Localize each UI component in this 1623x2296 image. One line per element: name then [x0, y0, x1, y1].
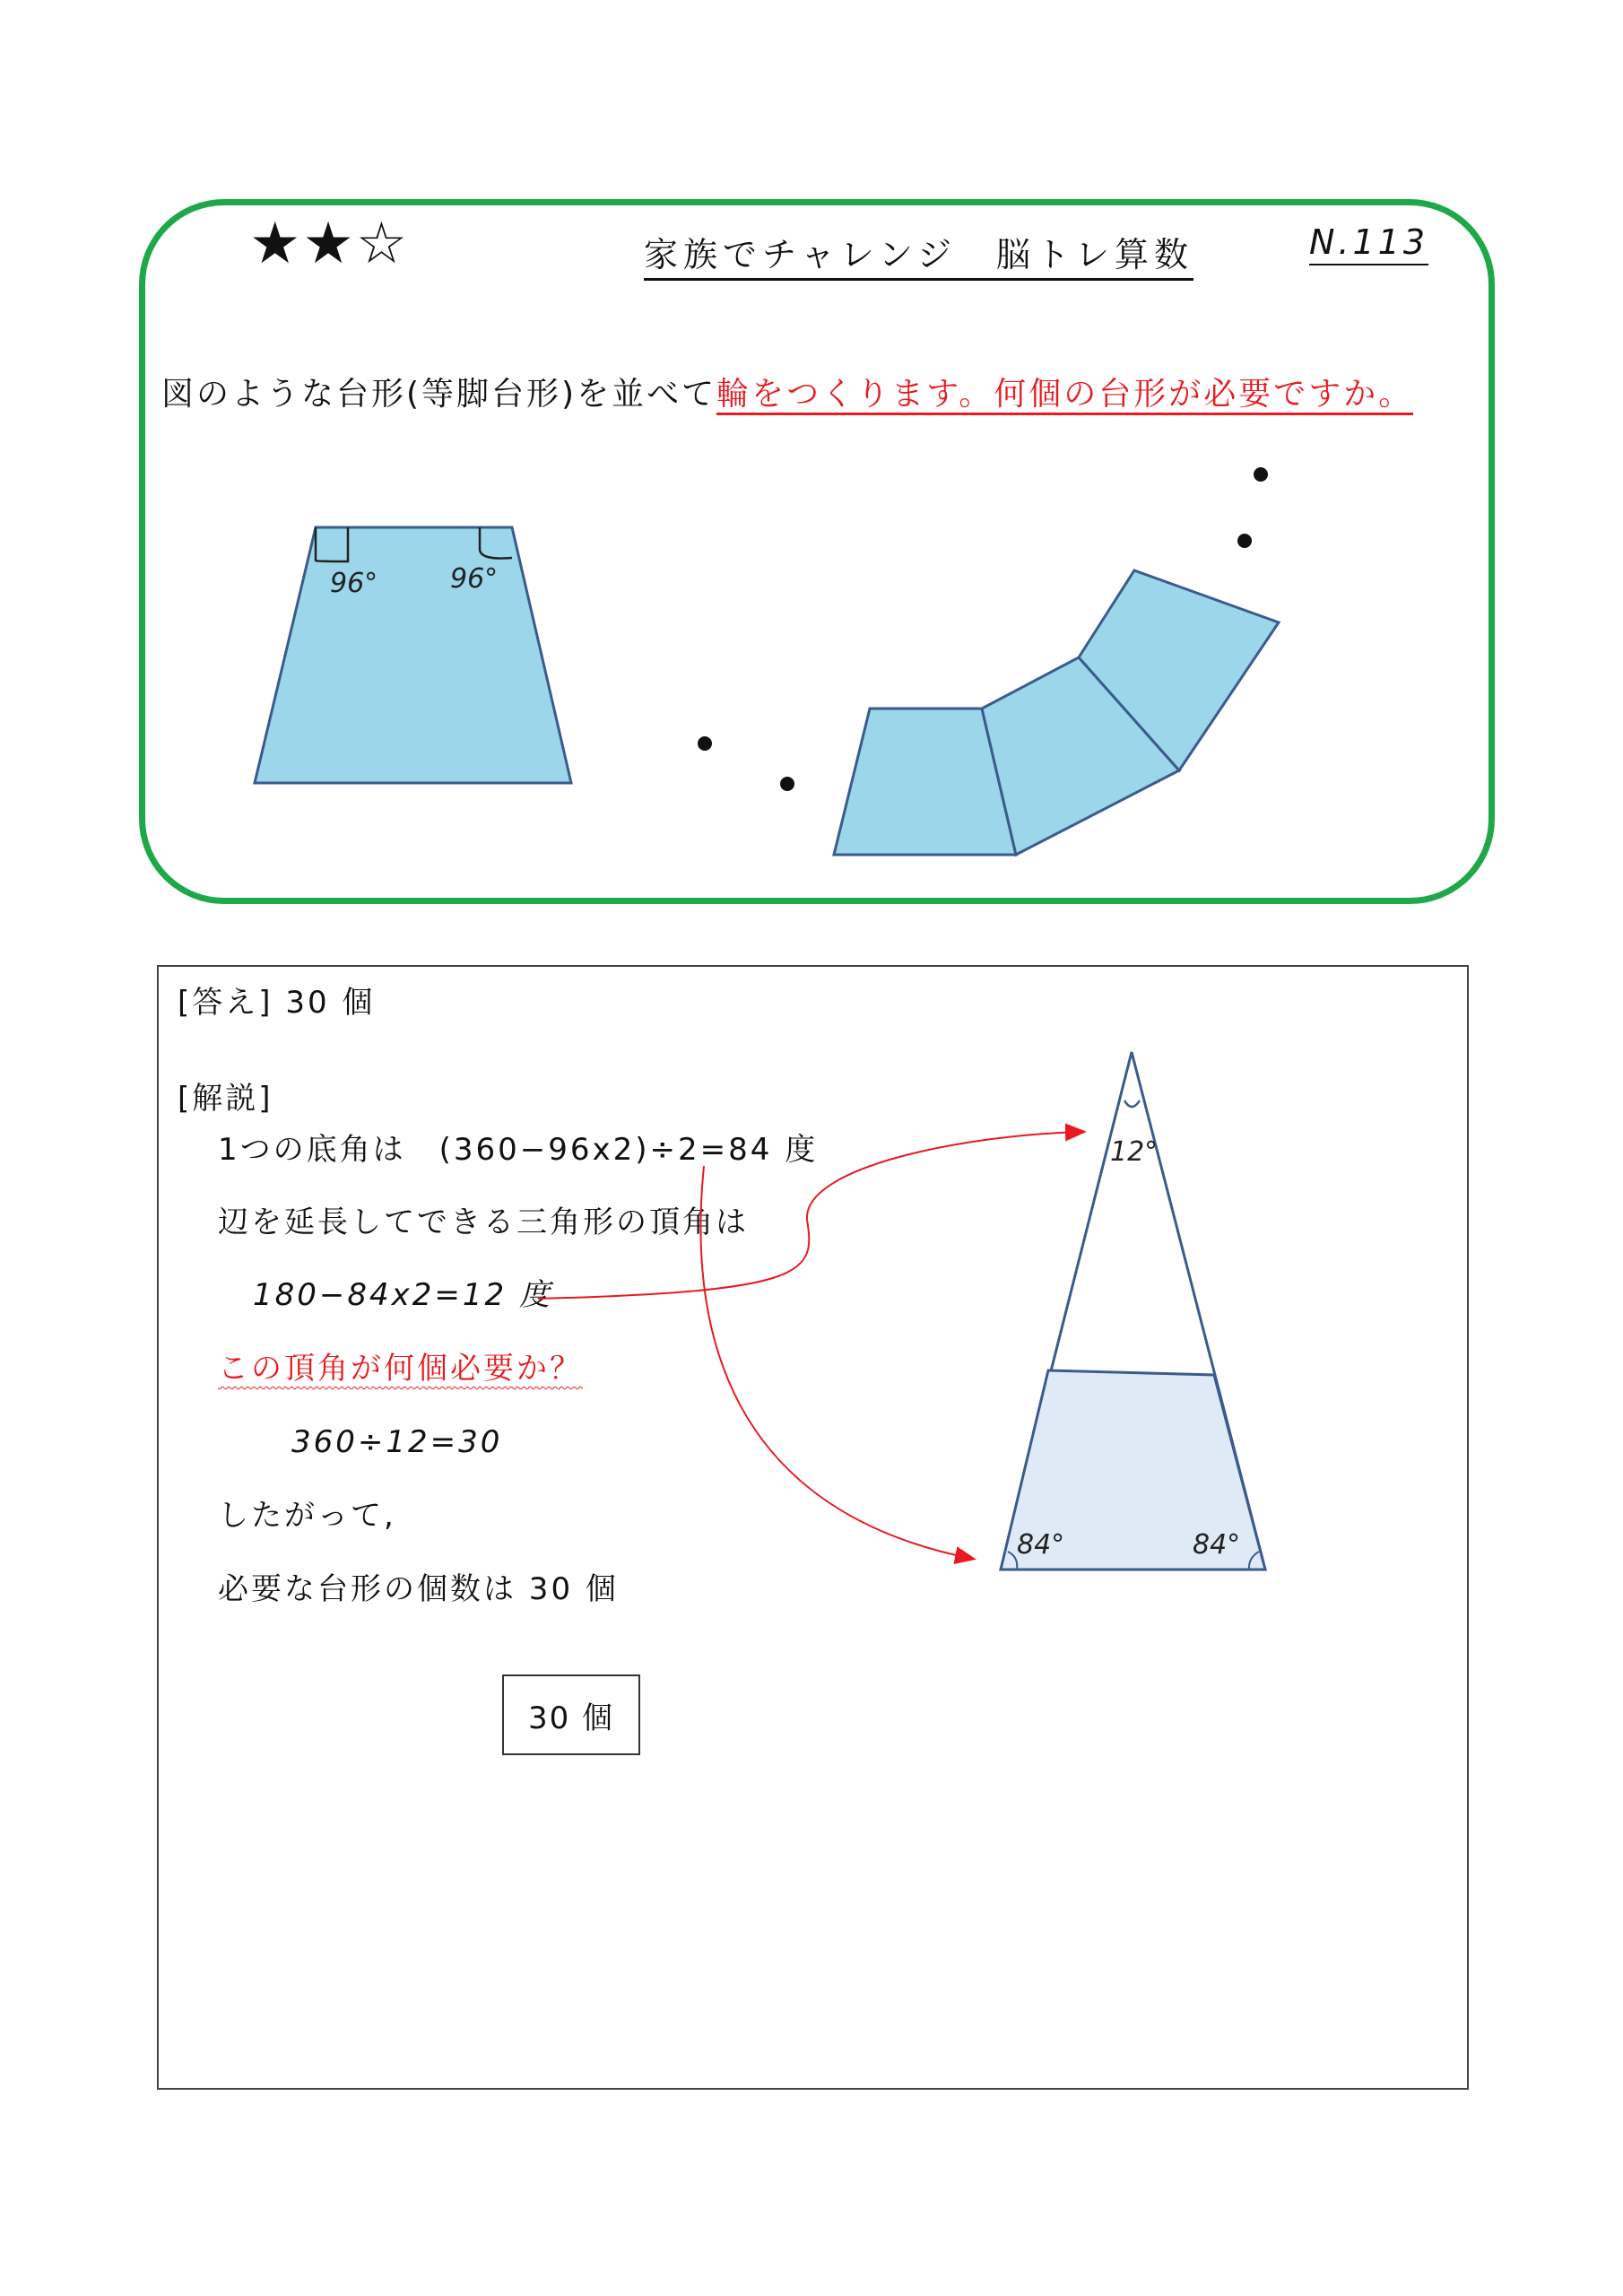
difficulty-stars: ★★☆ [249, 211, 410, 277]
question-highlight: 輪をつくります。何個の台形が必要ですか。 [716, 376, 1413, 415]
explanation-line-7: 必要な台形の個数は 30 個 [218, 1571, 619, 1607]
answer-label: [答え] [178, 985, 273, 1021]
page-title: 家族でチャレンジ 脳トレ算数 [644, 235, 1193, 281]
explanation-line-5: 360÷12=30 [291, 1424, 503, 1460]
answer-value: 30 個 [285, 985, 376, 1021]
explanation-line-3: 180−84x2=12 度 [253, 1277, 552, 1313]
final-answer-box: 30 個 [502, 1674, 640, 1755]
problem-number: N.113 [1309, 222, 1428, 265]
angle-label-right: 96° [450, 563, 499, 595]
explanation-line-1: 1つの底角は (360−96x2)÷2=84 度 [218, 1132, 819, 1168]
arrow-to-apex [538, 1132, 1083, 1299]
apex-angle-mark [1124, 1100, 1140, 1107]
arrow-to-base [700, 1166, 973, 1559]
question-normal: 図のような台形(等脚台形)を並べて [161, 376, 717, 413]
apex-angle-label: 12° [1110, 1136, 1159, 1168]
angle-label-left: 96° [330, 568, 378, 599]
explanation-line-6: したがって, [218, 1498, 396, 1534]
explanation-label: [解説] [178, 1081, 273, 1117]
base-angle-label-right: 84° [1193, 1529, 1241, 1561]
explanation-line-4-text: この頂角が何個必要か？ [218, 1351, 583, 1387]
explanation-line-2: 辺を延長してできる三角形の頂角は [218, 1205, 749, 1240]
base-angle-label-left: 84° [1017, 1529, 1065, 1561]
